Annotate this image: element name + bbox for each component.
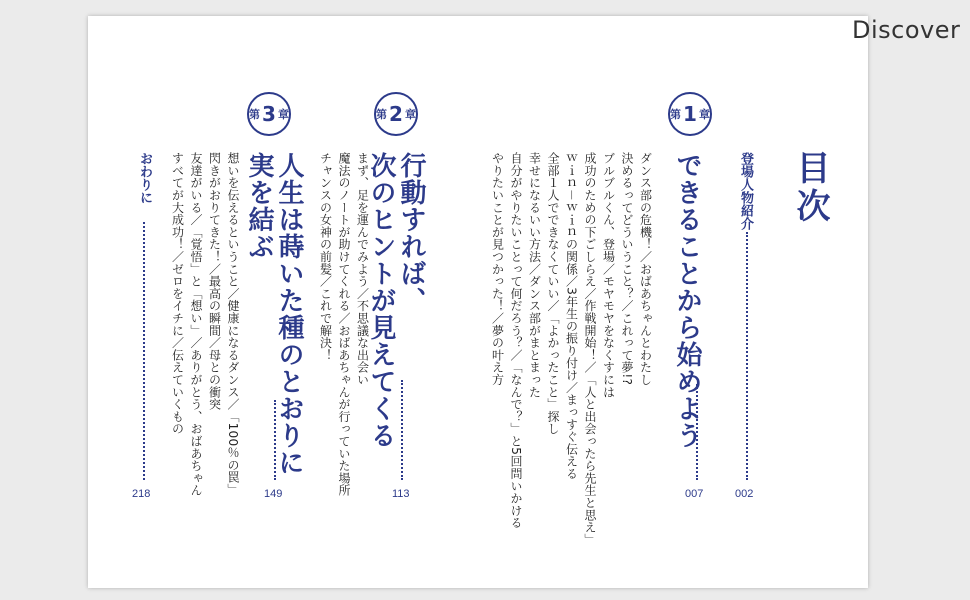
chapter-1-item: ブルブルくん、登場／モヤモヤをなくすには [601,152,616,398]
chapter-1-item: ダンス部の危機！／おばあちゃんとわたし [638,152,653,386]
chapter-2-page: 113 [392,488,410,500]
chapter-2-prefix: 第 [376,108,388,121]
chapter-1-items [488,152,655,546]
chapter-3-page: 149 [264,488,283,500]
chapter-2-title-line: 次のヒントが見えてくる [366,152,396,449]
chapter-2-item: 魔法のノートが助けてくれる／おばあちゃんが行っていた場所 [337,152,351,497]
chapter-1-title-line: できることから始めよう [672,152,702,449]
chapter-1-item: ｗｉｎ－ｗｉｎの関係／3年生の振り付け／まっすぐ伝える [564,152,579,480]
publisher-logo [852,16,964,46]
chapter-3-item: 閃きがおりてきた！／最高の瞬間／母との衝突 [207,152,222,411]
chapter-1-badge [668,92,712,136]
chapter-3-item: すべてが大成功！／ゼロをイチに／伝えていくもの [170,152,185,435]
chapter-2-leader [401,380,403,480]
chapter-3-title-line: 実を結ぶ [244,152,274,260]
chapter-3-number: 3 [262,102,276,126]
chapter-1-page: 007 [685,488,704,500]
chapter-1-item: 全部１人でできなくていい／「よかったこと」探し [546,152,560,435]
chapter-1-item: 成功のための下ごしらえ／作戦開始！／「人と出会ったら先生と思え」 [583,152,597,546]
logo-text: Discover [852,16,961,44]
chapter-1-leader [696,384,698,480]
outro-page: 218 [132,488,151,500]
chapter-1-item: 決めるってどういうこと？／これって夢!? [620,152,634,386]
chapter-3-item: 想いを伝えるということ／健康になるダンス／「100％の罠」 [226,152,240,496]
chapter-1-prefix: 第 [670,108,682,121]
intro-page: 002 [735,488,754,500]
chapter-2-badge [374,92,418,136]
chapter-1-item: 幸せになるいい方法／ダンス部がまとまった [527,152,542,398]
chapter-2-items [316,152,372,496]
chapter-2-item: チャンスの女神の前髪／これで解決！ [318,152,333,362]
chapter-3-suffix: 章 [277,108,289,121]
chapter-3-prefix: 第 [249,108,261,121]
toc-title: 目次 [790,150,830,226]
chapter-1-item: 自分がやりたいことって何だろう？／「なんで？」と5回問いかける [509,152,523,529]
outro-label: おわりに [137,152,152,204]
chapter-2-item: まず、足を運んでみよう／不思議な出会い [355,152,370,386]
outro-leader [143,222,145,480]
chapter-2-title [366,152,426,449]
chapter-2-number: 2 [389,102,403,126]
chapter-1-suffix: 章 [698,108,710,121]
chapter-3-item: 友達がいる／「覚悟」と「想い」／ありがとう、おばあちゃん [189,152,203,497]
intro-leader [746,232,748,480]
chapter-2-title-line: 行動すれば、 [396,152,426,314]
chapter-3-title-line: 人生は蒔いた種のとおりに [274,152,304,476]
chapter-2-suffix: 章 [404,108,416,121]
chapter-3-items [168,152,242,496]
chapter-3-badge [247,92,291,136]
intro-label: 登場人物紹介 [738,152,753,230]
chapter-1-number: 1 [683,102,697,126]
chapter-3-leader [274,400,276,480]
chapter-1-item: やりたいことが見つかった！／夢の叶え方 [490,152,505,386]
